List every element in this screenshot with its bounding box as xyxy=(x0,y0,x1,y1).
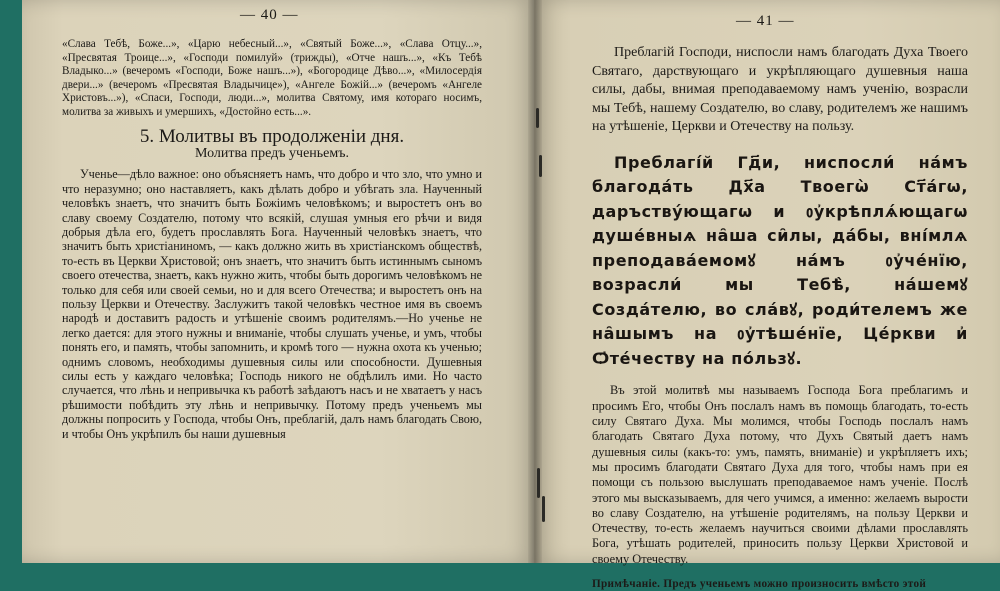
page-number-left: — 40 — xyxy=(240,7,299,23)
right-page xyxy=(534,0,1000,591)
intro-prayer-list: «Слава Тебѣ, Боже...», «Царю небесный...», «Святый Боже...», «Слава Отцу...», «Пресвятая Троице...», «Господи помилуй» (трижды), «Отче нашъ...», «Къ Тебѣ Владыко...» (вечеромъ «Господи, Боже нашъ...»), «Богородице Дѣво...», «Милосердія двери...» (вечеромъ «Пресвятая Владычице»), «Ангеле Божій...» (вечеромъ «Ангеле Христовъ...»), «Спаси, Господи, люди...», молитва Святому, имя котораго носимъ, молитва за живыхъ и умершихъ, «Достойно есть...». xyxy=(62,38,482,118)
binding-staple xyxy=(542,496,545,522)
binding-staple xyxy=(536,108,539,128)
left-text-column xyxy=(62,38,482,441)
right-text-column xyxy=(592,44,968,591)
prayer-slavonic: Преблагі́й Гд҃и, ниспосли́ на́мъ благода́ть Дх҃а Твоегѡ̀ Ст҃а́гѡ, даръству́ющагѡ и ᲂу҆крѣплѧ́ющагѡ душе́вныѧ на̑ша си̑лы, да́бы, вні́млѧ преподава́емомꙋ на́мъ ᲂу҆че́нїю, возрасли́ мы Тебѣ̀, на́шемꙋ Созда́телю, во сла́вꙋ, роди́телемъ же на̑шымъ на ᲂу҆тѣше́нїе, Це́ркви и҆ Ѻ҆те́честву на по́льзꙋ. xyxy=(592,152,968,368)
prayer-russian: Преблагій Господи, ниспосли намъ благодать Духа Твоего Святаго, дарствующаго и укрѣпляющаго душевныя наша силы, дабы, внимая преподаваемому намъ ученію, возрасли мы Тебѣ, нашему Создателю, во славу, родителемъ же нашимъ на утѣшеніе, Церкви и Отечеству на пользу. xyxy=(592,45,968,135)
section-title: 5. Молитвы въ продолженіи дня. xyxy=(139,125,405,147)
left-page xyxy=(22,0,534,563)
page-number-right: — 41 — xyxy=(736,13,795,29)
binding-staple xyxy=(537,468,540,498)
section-subtitle: Молитва предъ ученьемъ. xyxy=(195,145,349,161)
footnote: Примѣчаніе. Предъ ученьемъ можно произносить вмѣсто этой xyxy=(592,578,927,591)
prayer-commentary: Въ этой молитвѣ мы называемъ Господа Бога преблагимъ и просимъ Его, чтобы Онъ послалъ намъ въ помощь благодать, то-есть силу Святаго Духа. Мы молимся, чтобы Господь послалъ намъ благодать Святаго Духа потому, что Духъ Святый даетъ намъ душевныя силы (какъ-то: умъ, память, вниманіе) и укрѣпляетъ ихъ; мы просимъ благодати Святаго Духа для того, чтобы намъ при ея помощи съ пользою выслушать преподаваемое намъ ученіе. Послѣ этого мы высказываемъ, для чего учимся, а именно: желаемъ вырости во славу Создателю, на утѣшеніе родителямъ, на пользу Церкви и Отечеству, то-есть желаемъ научиться своими дѣлами прославлять Бога, утѣшать родителей, приносить пользу Церкви Христовой и своему Отечеству. xyxy=(592,383,968,566)
left-body-text: Ученье—дѣло важное: оно объясняетъ намъ, что добро и что зло, что умно и что неразумно; оно наставляетъ, какъ дѣлать добро и убѣгать зла. Наученный человѣкъ знаетъ, что значитъ быть Божіимъ человѣкомъ; и выростетъ онъ во славу своему Создателю, потому что всякій, слушая умныя его рѣчи и видя добрыя дѣла его, будетъ прославлять Бога. Наученный человѣкъ знаетъ, что значитъ быть христіаниномъ, — какъ должно жить въ христіанскомъ обществѣ, то-есть въ Церкви Христовой; онъ знаетъ, что значитъ быть истиннымъ сыномъ своего отечества, знаетъ, какъ нужно жить, чтобы быть дорогимъ человѣкомъ не только для себя или своей семьи, но и для всего Отечества; и выростетъ онъ на пользу Церкви и Отечеству. Заслужитъ такой человѣкъ честное имя въ своемъ народѣ и доставитъ радость и утѣшеніе своимъ родителямъ.—Но ученье не легко дается: для этого нужны и вниманіе, чтобы слушать ученье, и умъ, чтобы понять его, и память, чтобы запомнить, и кромѣ того — нужна охота къ ученью; однимъ словомъ, необходимы душевныя силы или способности. Душевныя силы есть у каждаго человѣка; Господь никого не обдѣлилъ ими. Но часто случается, что лѣнь и непривычка къ работѣ заѣдаютъ насъ и не хватаетъ у насъ рѣшимости побѣдить эту лѣнь и непривычку. Потому предъ ученьемъ мы должны попросить у Господа, чтобы Онъ, преблагій, далъ намъ благодать Свою, и чтобы Онъ укрѣпилъ бы наши душевныя xyxy=(62,167,482,441)
binding-staple xyxy=(539,155,542,177)
